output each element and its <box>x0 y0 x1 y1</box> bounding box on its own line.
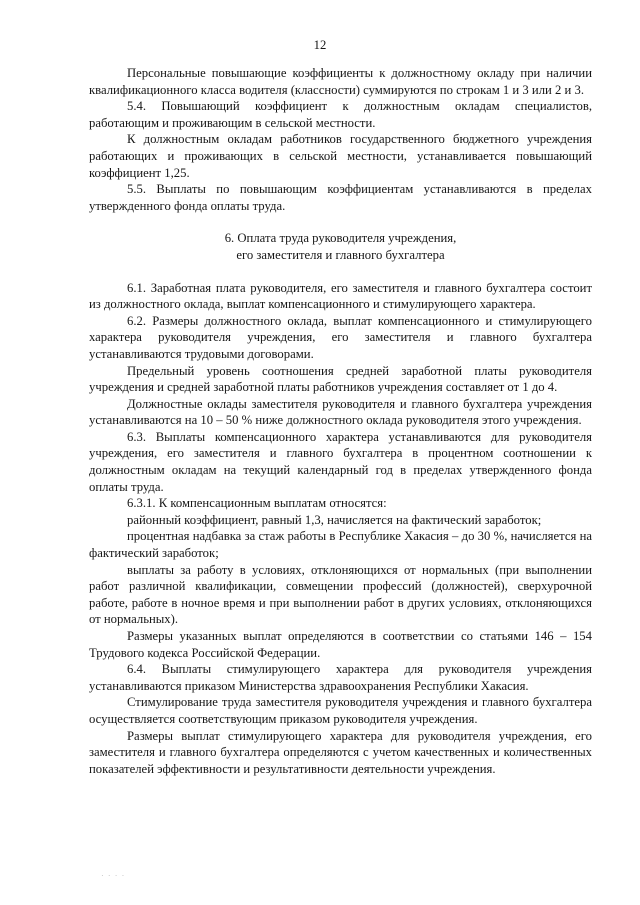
paragraph-regional-coefficient: районный коэффициент, равный 1,3, начисляется на фактический заработок; <box>127 512 542 527</box>
paragraph-labor-code: Размеры указанных выплат определяются в соответствии со статьями 146 – 154 Трудового кодекса Российской Федерации. <box>89 629 592 660</box>
paragraph-deputy-incentives: Стимулирование труда заместителя руководителя учреждения и главного бухгалтера осуществляется соответствующим приказом руководителя учреждения. <box>89 695 592 726</box>
paragraph-deputy-salaries: Должностные оклады заместителя руководителя и главного бухгалтера учреждения устанавливаются на 10 – 50 % ниже должностного оклада руководителя этого учреждения. <box>89 396 592 428</box>
section-heading-line-1: 6. Оплата труда руководителя учреждения, <box>224 231 457 246</box>
paragraph-incentive-sizes: Размеры выплат стимулирующего характера для руководителя учреждения, его заместителя и главного бухгалтера определяются с учетом качественных и количественных показателей эффективности и результативности деятельности учреждения. <box>89 728 592 776</box>
paragraph-rural-coefficient: К должностным окладам работников государственного бюджетного учреждения работающих и проживающих в сельской местности, устанавливается повышающий коэффициент 1,25. <box>89 132 592 180</box>
paragraph-seniority-bonus: процентная надбавка за стаж работы в Республике Хакасия – до 30 %, начисляется на фактический заработок; <box>89 529 592 561</box>
paragraph-5-5: 5.5. Выплаты по повышающим коэффициентам устанавливаются в пределах утвержденного фонда оплаты труда. <box>89 182 592 213</box>
paragraph-6-2: 6.2. Размеры должностного оклада, выплат компенсационного и стимулирующего характера руководителя учреждения, его заместителя и главного бухгалтера устанавливаются трудовыми договорами. <box>89 313 592 361</box>
section-heading <box>89 230 592 263</box>
paragraph-6-1: 6.1. Заработная плата руководителя, его заместителя и главного бухгалтера состоит из должностного оклада, выплат компенсационного и стимулирующего характера. <box>89 280 592 312</box>
paragraph-abnormal-conditions: выплаты за работу в условиях, отклоняющихся от нормальных (при выполнении работ различной квалификации, совмещении профессий (должностей), сверхурочной работе, работе в ночное время и при выполнении работ в других условиях, отклоняющихся от нормальных). <box>89 562 592 627</box>
paragraph-salary-ratio: Предельный уровень соотношения средней заработной платы руководителя учреждения и средней заработной платы работников учреждения составляет от 1 до 4. <box>89 363 592 395</box>
section-heading-line-2: его заместителя и главного бухгалтера <box>236 247 445 262</box>
paragraph-6-3: 6.3. Выплаты компенсационного характера устанавливаются для руководителя учреждения, его заместителя и главного бухгалтера в процентном соотношении к должностным окладам на текущий календарный год в пределах утвержденного фонда оплаты труда. <box>89 429 592 494</box>
document-body <box>89 65 592 777</box>
paragraph-5-4: 5.4. Повышающий коэффициент к должностным окладам специалистов, работающим и проживающим в сельской местности. <box>89 99 592 130</box>
footer-mark: · · · · <box>101 871 126 880</box>
page-number: 12 <box>313 38 327 52</box>
paragraph-coefficients-sum: Персональные повышающие коэффициенты к должностному окладу при наличии квалификационного класса водителя (классности) суммируются по строкам 1 и 3 или 2 и 3. <box>89 66 592 97</box>
paragraph-6-3-1: 6.3.1. К компенсационным выплатам относятся: <box>127 496 387 511</box>
paragraph-6-4: 6.4. Выплаты стимулирующего характера для руководителя учреждения устанавливаются приказом Министерства здравоохранения Республики Хакасия. <box>89 662 592 693</box>
